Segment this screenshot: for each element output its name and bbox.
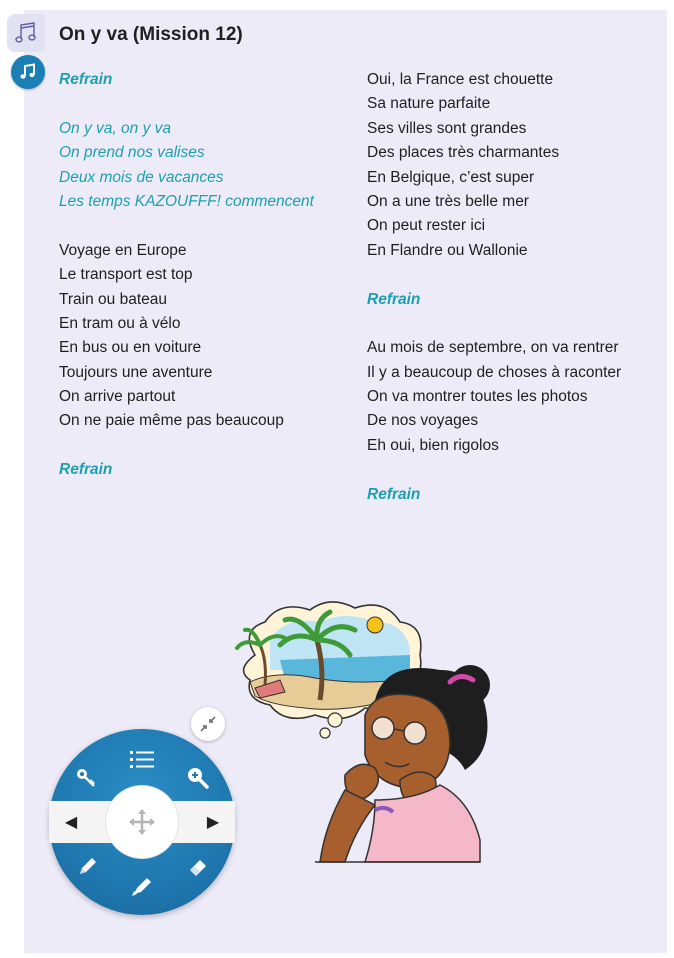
verse-line: Des places très charmantes: [367, 144, 560, 162]
verse-line: Oui, la France est chouette: [367, 71, 554, 88]
list-button[interactable]: [117, 735, 167, 785]
lyrics-right-column: [367, 68, 657, 507]
refrain-label: Refrain: [59, 71, 113, 88]
refrain-label: Refrain: [367, 485, 421, 503]
verse-line: Eh oui, bien rigolos: [367, 436, 499, 454]
stanza-gap: [367, 458, 657, 482]
music-notes-tab[interactable]: [7, 14, 45, 52]
chorus-line: Les temps KAZOUFFF! commencent: [59, 192, 314, 210]
verse-line: Il y a beaucoup de choses à raconter: [367, 363, 622, 381]
verse-line: En tram ou à vélo: [59, 314, 181, 332]
move-toolbar-handle[interactable]: [106, 786, 178, 858]
verse-line: On peut rester ici: [367, 217, 486, 235]
key-button[interactable]: [61, 753, 111, 803]
verse-line: De nos voyages: [367, 412, 479, 430]
stanza-gap: [367, 263, 657, 287]
verse-line: On arrive partout: [59, 388, 176, 406]
move-icon: [127, 807, 157, 837]
verse-line: Toujours une aventure: [59, 363, 213, 381]
girl-shirt: [365, 785, 480, 862]
marker-button[interactable]: [117, 861, 167, 911]
stanza-gap: [59, 434, 349, 458]
pencil-button[interactable]: [63, 841, 113, 891]
refrain-label: Refrain: [59, 461, 113, 479]
stanza-gap: [367, 312, 657, 336]
girl-dreaming-illustration: [225, 600, 500, 870]
verse-line: Ses villes sont grandes: [367, 119, 527, 137]
verse-line: Le transport est top: [59, 266, 193, 284]
verse-line: Au mois de septembre, on va rentrer: [367, 339, 619, 357]
music-notes-icon: [15, 21, 37, 45]
chorus-line: Deux mois de vacances: [59, 168, 224, 186]
lyrics-left-column: [59, 68, 349, 483]
key-icon: [74, 766, 98, 790]
verse-line: Voyage en Europe: [59, 241, 187, 259]
page-title: On y va (Mission 12): [59, 24, 243, 45]
verse-line: En bus ou en voiture: [59, 339, 202, 357]
marker-icon: [129, 873, 155, 899]
play-audio-button[interactable]: [11, 55, 45, 89]
next-page-button[interactable]: ▶: [206, 814, 220, 831]
previous-page-button[interactable]: ◀: [64, 814, 78, 831]
verse-line: Sa nature parfaite: [367, 95, 491, 113]
verse-line: On va montrer toutes les photos: [367, 388, 588, 406]
stanza-gap: [59, 214, 349, 238]
sun: [367, 617, 383, 633]
eraser-button[interactable]: [173, 841, 223, 891]
verse-line: On ne paie même pas beaucoup: [59, 412, 284, 430]
eraser-icon: [186, 854, 210, 878]
pencil-icon: [76, 854, 100, 878]
verse-line: On a une très belle mer: [367, 192, 529, 210]
verse-line: Train ou bateau: [59, 290, 168, 308]
chorus-line: On prend nos valises: [59, 144, 205, 162]
music-note-icon: [19, 63, 37, 81]
zoom-in-icon: [186, 766, 210, 790]
stanza-gap: [59, 92, 349, 116]
radial-toolbar: [49, 729, 235, 915]
list-icon: [129, 749, 155, 771]
verse-line: En Belgique, c’est super: [367, 168, 535, 186]
verse-line: En Flandre ou Wallonie: [367, 241, 528, 259]
zoom-in-button[interactable]: [173, 753, 223, 803]
chorus-line: On y va, on y va: [59, 119, 171, 137]
refrain-label: Refrain: [367, 290, 421, 308]
